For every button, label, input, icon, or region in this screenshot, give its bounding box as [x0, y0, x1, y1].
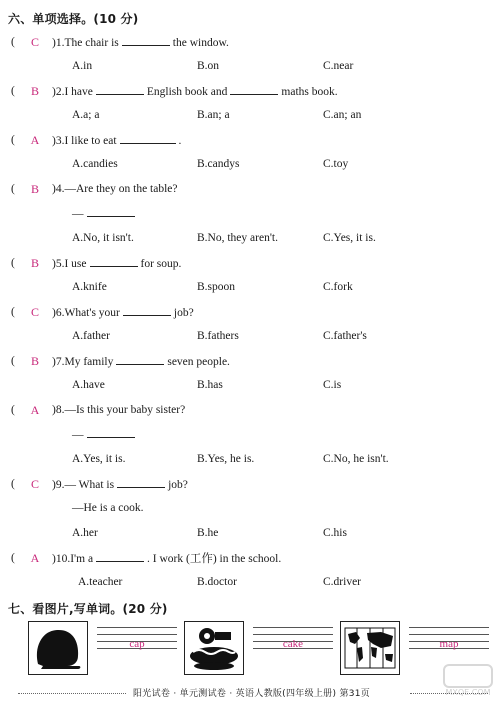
- question-stem: .I like to eat: [61, 135, 117, 147]
- answer-mark: A: [30, 403, 40, 417]
- question-number: 10: [55, 553, 68, 565]
- option-a: A.in: [72, 60, 93, 72]
- answer-word-map: map: [439, 638, 459, 650]
- question-stem-end: the window.: [172, 37, 229, 49]
- option-c: C.is: [323, 379, 342, 391]
- option-c: C.near: [323, 60, 354, 72]
- option-b: B.Yes, he is.: [197, 453, 255, 465]
- option-a: A.candies: [72, 158, 118, 170]
- answer-mark: B: [30, 84, 39, 98]
- option-c: C.fork: [323, 281, 353, 293]
- answer-blank[interactable]: [96, 83, 144, 95]
- footer-divider-left: [18, 693, 126, 694]
- question-stem: .—Is this your baby sister?: [61, 404, 186, 416]
- question-stem-end: maths book.: [281, 86, 338, 98]
- option-a: A.Yes, it is.: [72, 453, 126, 465]
- answer-blank[interactable]: [230, 83, 278, 95]
- option-c: C.his: [323, 527, 347, 539]
- question-9: ( C )9.— What is job? —He is a cook. A.her B.he C.his: [11, 477, 347, 539]
- question-4: ( B )4.—Are they on the table? — A.No, it isn't. B.No, they aren't. C.Yes, it is.: [11, 182, 376, 244]
- question-stem: .I have: [61, 86, 93, 98]
- map-icon: [340, 621, 400, 675]
- left-paren: (: [11, 478, 15, 490]
- question-stem: .My family: [61, 356, 114, 368]
- question-number: 2: [55, 86, 62, 98]
- answer-blank[interactable]: [96, 550, 144, 562]
- question-stem-end: seven people.: [167, 356, 230, 368]
- option-c: C.No, he isn't.: [323, 453, 389, 465]
- answer-mark: B: [30, 354, 39, 368]
- answer-blank[interactable]: [87, 205, 135, 217]
- footer-divider-right: [410, 693, 488, 694]
- left-paren: (: [11, 134, 15, 146]
- option-a: A.knife: [72, 281, 107, 293]
- question-stem-end: job?: [173, 307, 194, 319]
- question-stem-end: job?: [168, 479, 188, 491]
- question-8: ( A )8.—Is this your baby sister? — A.Yes, it is. B.Yes, he is. C.No, he isn't.: [11, 403, 389, 465]
- answer-mark: C: [30, 35, 39, 49]
- answer-blank[interactable]: [120, 132, 176, 144]
- left-paren: (: [11, 306, 15, 318]
- question-stem: .—Are they on the table?: [61, 183, 178, 195]
- answer-mark: C: [30, 477, 39, 491]
- question-number: 7: [55, 356, 62, 368]
- option-b: B.he: [197, 527, 219, 539]
- option-c: C.father's: [323, 330, 367, 342]
- option-b: B.an; a: [197, 109, 230, 121]
- left-paren: (: [11, 257, 15, 269]
- left-paren: (: [11, 85, 15, 97]
- question-stem: .I'm a: [67, 553, 94, 565]
- left-paren: (: [11, 404, 15, 416]
- option-b: B.spoon: [197, 281, 236, 293]
- question-2: ( B )2.I have English book and maths book. A.a; a B.an; a C.an; an: [11, 84, 362, 121]
- question-3: ( A )3.I like to eat . A.candies B.candys C.toy: [11, 133, 349, 170]
- answer-blank[interactable]: [116, 353, 164, 365]
- section-7-title: 七、看图片,写单词。(20 分): [8, 602, 168, 616]
- option-c: C.an; an: [323, 109, 362, 121]
- question-stem-end: . I work (工作) in the school.: [147, 553, 282, 565]
- page-footer: [0, 686, 500, 700]
- left-paren: (: [11, 183, 15, 195]
- question-number: 1: [55, 37, 62, 49]
- watermark-logo: MXQE.COM: [438, 664, 498, 697]
- option-b: B.candys: [197, 158, 240, 170]
- option-a: A.her: [72, 527, 98, 539]
- answer-word-cake: cake: [282, 638, 304, 650]
- question-number: 4: [55, 183, 62, 195]
- left-paren: (: [11, 36, 15, 48]
- cap-icon: [28, 621, 88, 675]
- reply-line: —He is a cook.: [72, 502, 144, 514]
- question-stem-end: .: [178, 135, 182, 147]
- question-stem: .What's your: [61, 307, 120, 319]
- question-number: 5: [55, 258, 62, 270]
- section-6-title: 六、单项选择。(10 分): [8, 12, 139, 26]
- option-b: B.has: [197, 379, 223, 391]
- left-paren: (: [11, 552, 15, 564]
- answer-mark: C: [30, 305, 39, 319]
- question-stem: .— What is: [61, 479, 115, 491]
- answer-mark: B: [30, 256, 39, 270]
- answer-blank[interactable]: [90, 255, 138, 267]
- question-stem-end: for soup.: [140, 258, 182, 270]
- option-b: B.doctor: [197, 576, 237, 588]
- option-a: A.No, it isn't.: [72, 232, 134, 244]
- option-a: A.a; a: [72, 109, 100, 121]
- question-number: 3: [55, 135, 62, 147]
- question-1: ( C )1.The chair is the window. A.in B.on C.near: [11, 35, 354, 72]
- cake-icon: [184, 621, 244, 675]
- answer-mark: B: [30, 182, 39, 196]
- answer-mark: A: [30, 133, 40, 147]
- answer-word-cap: cap: [129, 638, 145, 650]
- reply-dash: —: [72, 208, 84, 220]
- option-b: B.No, they aren't.: [197, 232, 278, 244]
- option-a: A.have: [72, 379, 105, 391]
- answer-blank[interactable]: [123, 304, 171, 316]
- answer-blank[interactable]: [122, 34, 170, 46]
- answer-mark: A: [30, 551, 40, 565]
- question-number: 6: [55, 307, 62, 319]
- option-b: B.fathers: [197, 330, 239, 342]
- question-stem: .I use: [61, 258, 87, 270]
- question-6: ( C )6.What's your job? A.father B.fathers C.father's: [11, 305, 367, 342]
- left-paren: (: [11, 355, 15, 367]
- option-c: C.Yes, it is.: [323, 232, 376, 244]
- footer-text: 阳光试卷 · 单元测试卷 · 英语人教版(四年级上册) 第31页: [133, 689, 371, 699]
- option-c: C.driver: [323, 576, 362, 588]
- option-c: C.toy: [323, 158, 349, 170]
- question-7: ( B )7.My family seven people. A.have B.has C.is: [11, 354, 342, 391]
- answer-blank[interactable]: [87, 426, 135, 438]
- question-stem: .The chair is: [61, 37, 119, 49]
- option-a: A.father: [72, 330, 110, 342]
- question-5: ( B )5.I use for soup. A.knife B.spoon C.fork: [11, 256, 353, 293]
- reply-dash: —: [72, 429, 84, 441]
- question-number: 9: [55, 479, 62, 491]
- answer-blank[interactable]: [117, 476, 165, 488]
- question-number: 8: [55, 404, 62, 416]
- question-stem-mid: English book and: [146, 86, 228, 98]
- option-b: B.on: [197, 60, 220, 72]
- question-10: ( A )10.I'm a . I work (工作) in the school. A.teacher B.doctor C.driver: [11, 551, 362, 588]
- option-a: A.teacher: [78, 576, 123, 588]
